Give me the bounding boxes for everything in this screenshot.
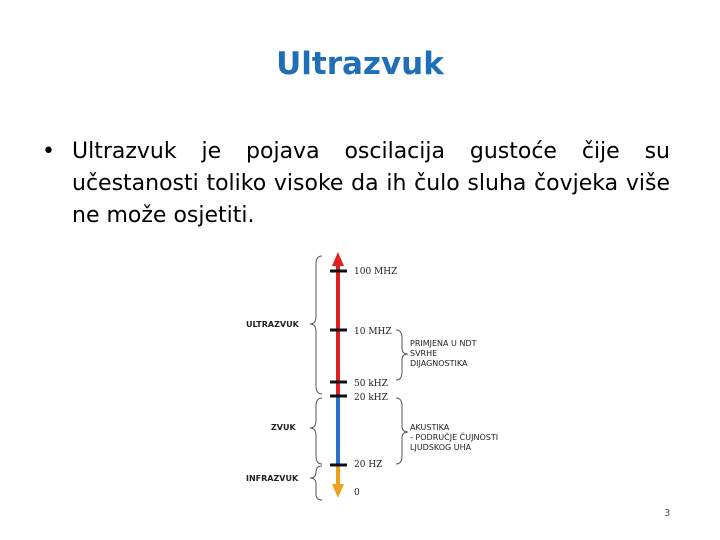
freq-50khz: 50 kHZ <box>354 379 388 389</box>
zvuk-brace <box>310 398 322 464</box>
freq-100mhz: 100 MHZ <box>354 267 398 277</box>
label-zvuk: ZVUK <box>271 423 296 432</box>
slide-title: Ultrazvuk <box>276 46 444 82</box>
note-primjena-line2: SVRHE <box>410 349 438 358</box>
axis-arrow-down-icon <box>332 484 344 498</box>
akustika-brace <box>396 398 408 464</box>
label-infrazvuk: INFRAZVUK <box>246 474 299 483</box>
note-primjena-line3: DIJAGNOSTIKA <box>410 359 468 368</box>
infrazvuk-brace <box>310 466 322 500</box>
axis-arrow-up-icon <box>332 252 344 266</box>
label-ultrazvuk: ULTRAZVUK <box>246 320 299 329</box>
freq-20hz: 20 HZ <box>354 460 383 470</box>
freq-10mhz: 10 MHZ <box>354 327 392 337</box>
note-primjena-line1: PRIMJENA U NDT <box>410 339 477 348</box>
bullet-marker: • <box>42 139 55 164</box>
note-akustika-line2: - PODRUČJE ČUJNOSTI <box>410 433 499 442</box>
note-akustika-line3: LJUDSKOG UHA <box>410 443 472 452</box>
primjena-brace <box>396 330 408 380</box>
note-akustika-line1: AKUSTIKA <box>410 423 450 432</box>
freq-20khz: 20 kHZ <box>354 393 388 403</box>
page-number: 3 <box>664 508 671 519</box>
ultrazvuk-brace <box>310 256 322 394</box>
bullet-text: Ultrazvuk je pojava oscilacija gustoće čije su učestanosti toliko visoke da ih čulo sluha čovjeka više ne može osjetiti. <box>72 139 670 228</box>
freq-0: 0 <box>354 488 360 498</box>
